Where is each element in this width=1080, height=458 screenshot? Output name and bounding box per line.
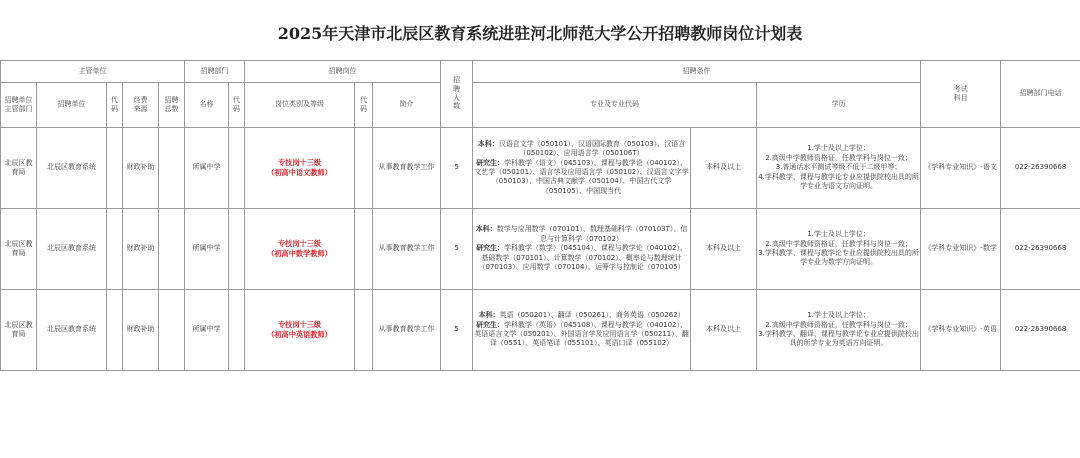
header-kaoshi-kemu: 考试科目 (921, 61, 1001, 128)
grad-majors: 学科教学（语文）（045103）、课程与教学论（040102）、文艺学（050101）、语言学及应用语言学（050102）、汉语言文字学（050103）、中国古典文献学（050104）、中国古代文学（050105）、中国现当代 (474, 158, 689, 195)
header-funding: 经费来源 (123, 83, 159, 128)
undergrad-label: 本科： (478, 311, 500, 320)
cell-unit: 北辰区教育系统 (37, 290, 107, 371)
cell-count: 5 (441, 290, 473, 371)
cell-unit: 北辰区教育系统 (37, 128, 107, 209)
other-line: 1.学士及以上学位； (807, 311, 870, 320)
header-code2: 代码 (229, 83, 245, 128)
undergrad-majors: 汉语言文学（050101）、汉语国际教育（050103）、汉语言（050102）、应用语言学（050106T） (498, 139, 686, 158)
header-zhaopin-renshu: 招聘人数 (441, 61, 473, 128)
table-row (1, 209, 1080, 290)
cell-zhuguan: 北辰区教育局 (1, 209, 37, 290)
other-line: 3.普通话水平测试等级不低于二级甲等； (775, 163, 902, 172)
header-unit: 招聘单位 (37, 83, 107, 128)
cell-code2 (229, 209, 245, 290)
cell-zhuguan: 北辰区教育局 (1, 290, 37, 371)
cell-education: 本科及以上 (691, 290, 757, 371)
cell-phone: 022-26390668 (1001, 290, 1080, 371)
undergrad-majors: 英语（050201）、翻译（050261）、商务英语（050262） (499, 311, 685, 320)
recruitment-table (0, 60, 1080, 371)
cell-zhuguan: 北辰区教育局 (1, 128, 37, 209)
other-line: 2.高级中学教师资格证，任教学科与岗位一致； (765, 153, 912, 162)
cell-funding: 财政补助 (123, 209, 159, 290)
grad-majors: 学科教学（英语）（045108）、课程与教学论（040102）、英语语言文学（050201）、外国语言学及应用语言学（050211）、翻译（0551）、英语笔译（055101）、英语口译（055102） (474, 320, 689, 348)
cell-funding: 财政补助 (123, 128, 159, 209)
cell-code1 (107, 290, 123, 371)
cell-total (159, 290, 185, 371)
header-zhuguan-unit: 招聘单位主管部门 (1, 83, 37, 128)
grad-label: 研究生： (476, 320, 505, 329)
cell-code2 (229, 128, 245, 209)
cell-total (159, 209, 185, 290)
undergrad-label: 本科： (477, 139, 499, 148)
header-dianhua: 招聘部门电话 (1001, 61, 1080, 128)
header-zhaopin-bumen: 招聘部门 (185, 61, 245, 83)
cell-dept: 所属中学 (185, 128, 229, 209)
post-title: （初高中英语教师） (267, 330, 332, 339)
cell-post (245, 128, 355, 209)
header-code1: 代码 (107, 83, 123, 128)
grad-label: 研究生： (476, 158, 505, 167)
table-row (1, 128, 1080, 209)
cell-code2 (229, 290, 245, 371)
cell-phone: 022-26390668 (1001, 128, 1080, 209)
cell-intro: 从事教育教学工作 (373, 128, 441, 209)
header-zhaopin-gangwei: 招聘岗位 (245, 61, 441, 83)
table-row (1, 290, 1080, 371)
cell-major (473, 209, 691, 290)
other-line: 1.学士及以上学位； (807, 144, 870, 153)
header-major: 专业及专业代码 (473, 83, 757, 128)
cell-count: 5 (441, 209, 473, 290)
cell-exam: 《学科专业知识》-数学 (921, 209, 1001, 290)
header-zhaopin-tiaojian: 招聘条件 (473, 61, 921, 83)
cell-other (757, 290, 921, 371)
cell-exam: 《学科专业知识》-英语 (921, 290, 1001, 371)
header-total: 招聘总数 (159, 83, 185, 128)
other-line: 1.学士及以上学位； (807, 230, 870, 239)
post-level: 专技岗十三级 (277, 157, 322, 167)
cell-total (159, 128, 185, 209)
cell-dept: 所属中学 (185, 290, 229, 371)
cell-major (473, 128, 691, 209)
cell-code1 (107, 128, 123, 209)
page-title: 2025年天津市北辰区教育系统进驻河北师范大学公开招聘教师岗位计划表 (277, 23, 803, 43)
cell-code3 (355, 209, 373, 290)
cell-dept: 所属中学 (185, 209, 229, 290)
cell-code3 (355, 128, 373, 209)
cell-education: 本科及以上 (691, 209, 757, 290)
undergrad-majors: 数学与应用数学（070101）、数理基础科学（070103T）、信息与计算科学（070102） (496, 225, 688, 243)
grad-majors: 学科教学（数学）（045104）、课程与教学论（040102）、基础数学（070101）、计算数学（070102）、概率论与数理统计（070103）、应用数学（070104）、运筹学与控制论（070105） (478, 244, 688, 272)
cell-post (245, 209, 355, 290)
cell-post (245, 290, 355, 371)
cell-intro: 从事教育教学工作 (373, 290, 441, 371)
header-zhuguan: 主管单位 (1, 61, 185, 83)
cell-code1 (107, 209, 123, 290)
cell-phone: 022-26390668 (1001, 209, 1080, 290)
post-level: 专技岗十三级 (277, 319, 322, 329)
cell-other (757, 128, 921, 209)
cell-code3 (355, 290, 373, 371)
cell-education: 本科及以上 (691, 128, 757, 209)
cell-exam: 《学科专业知识》-语文 (921, 128, 1001, 209)
header-post-type: 岗位类别及等级 (245, 83, 355, 128)
cell-count: 5 (441, 128, 473, 209)
other-line: 3.学科教学、翻译、课程与教学论专业应提供院校出具的所学专业为英语方向证明。 (758, 330, 919, 348)
cell-funding: 财政补助 (123, 290, 159, 371)
other-line: 2.高级中学教师资格证，任教学科与岗位一致； (765, 239, 912, 248)
other-line: 2.高级中学教师资格证，任教学科与岗位一致； (765, 320, 912, 329)
other-line: 3.学科教学、课程与教学论专业应提供院校出具的所学专业为数学方向证明。 (758, 249, 919, 267)
cell-major (473, 290, 691, 371)
post-title: （初高中数学教师） (267, 249, 332, 258)
post-title: （初高中语文教师） (267, 168, 332, 177)
header-intro: 简介 (373, 83, 441, 128)
cell-other (757, 209, 921, 290)
cell-intro: 从事教育教学工作 (373, 209, 441, 290)
post-level: 专技岗十三级 (277, 238, 322, 248)
cell-unit: 北辰区教育系统 (37, 209, 107, 290)
header-code3: 代码 (355, 83, 373, 128)
grad-label: 研究生： (476, 244, 505, 253)
header-dept-name: 名称 (185, 83, 229, 128)
other-line: 4.学科教学、课程与教学论专业应提供院校出具的所学专业为语文方向证明。 (758, 172, 919, 191)
header-education: 学历 (757, 83, 921, 128)
undergrad-label: 本科： (475, 225, 497, 234)
